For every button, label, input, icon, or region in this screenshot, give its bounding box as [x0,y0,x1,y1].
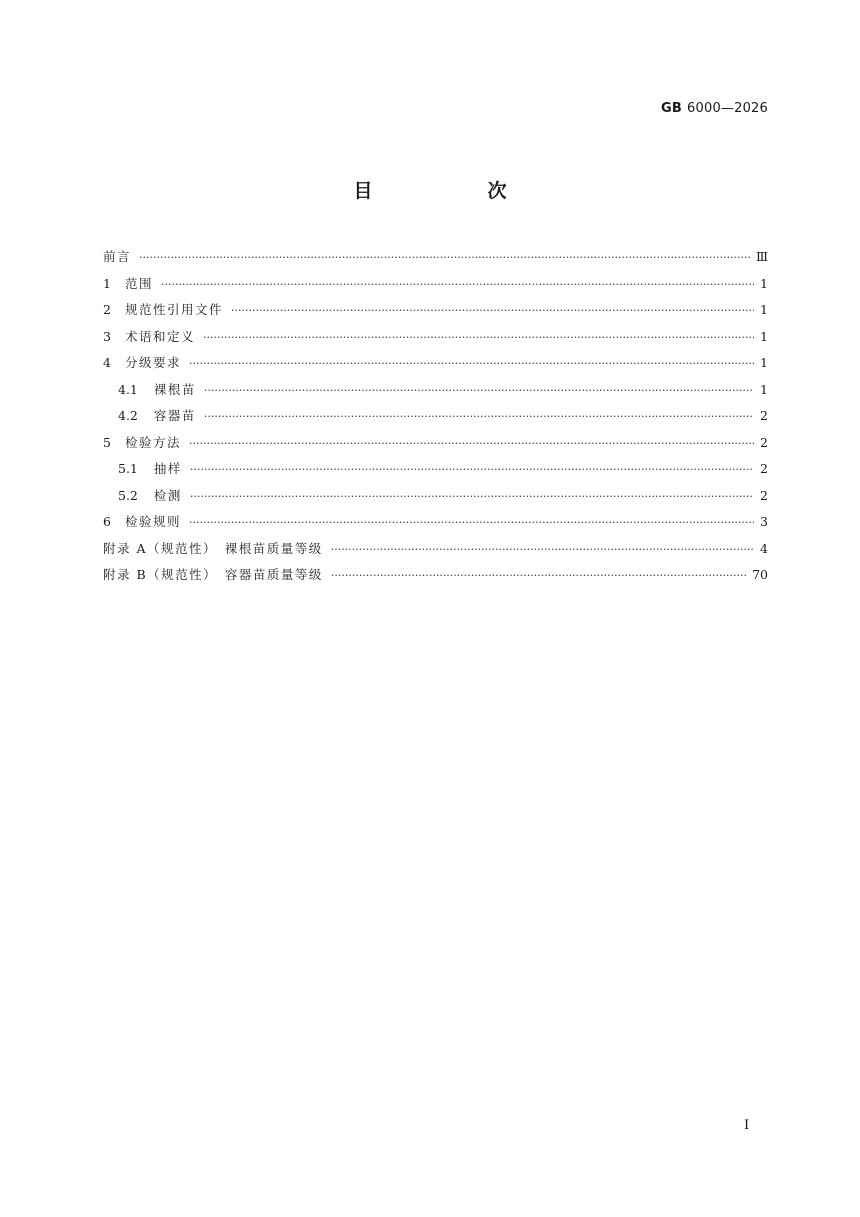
toc-entry-number: 2 [103,302,111,317]
toc-entry-page: Ⅲ [755,249,768,264]
toc-entry-appendix-b[interactable] [103,562,768,589]
toc-entry-label: 检验方法 [124,434,181,450]
toc-entry-6[interactable] [103,509,768,536]
toc-entry-number: 3 [103,328,111,344]
toc-entry-label: 前言 [103,249,132,264]
toc-entry-page: 2 [760,487,768,503]
standard-prefix: GB [661,101,683,116]
toc-entry-page: 1 [760,355,768,370]
toc-entry-label: 附录 A（规范性） 裸根苗质量等级 [103,540,323,556]
toc-entry-label: 抽样 [153,461,182,476]
toc-entry-number: 5.2 [118,487,138,503]
toc-entry-page: 2 [760,434,768,450]
toc-entry-number: 5.1 [118,461,138,476]
toc-entry-label: 检测 [153,487,182,503]
toc-title: 目 次 [353,180,555,202]
toc-entry-page: 3 [760,514,768,529]
standard-number: 6000—2026 [687,101,768,116]
dot-leader [189,351,754,378]
toc-entry-1[interactable] [103,271,768,298]
dot-leader [190,457,754,484]
toc-entry-number: 4.1 [118,381,138,397]
dot-leader [331,563,746,590]
toc-entry-page: 70 [752,567,768,582]
toc-entry-appendix-a[interactable] [103,536,768,563]
dot-leader [331,537,754,564]
toc-entry-page: 1 [760,275,768,291]
toc-entry-page: 4 [760,540,768,556]
dot-leader [203,325,754,352]
toc-entry-5-1[interactable] [103,456,768,483]
toc-entry-number: 6 [103,514,111,529]
table-of-contents [103,244,768,589]
toc-entry-label: 分级要求 [124,355,181,370]
toc-entry-2[interactable] [103,297,768,324]
toc-entry-label: 裸根苗 [153,381,196,397]
dot-leader [161,272,754,299]
toc-entry-4-2[interactable] [103,403,768,430]
toc-entry-5-2[interactable] [103,483,768,510]
toc-entry-page: 1 [760,381,768,397]
toc-entry-label: 范围 [124,275,153,291]
toc-entry-label: 容器苗 [153,408,196,423]
toc-entry-number: 4.2 [118,408,138,423]
toc-entry-label: 规范性引用文件 [124,302,223,317]
dot-leader [204,378,754,405]
toc-entry-number: 4 [103,355,111,370]
toc-entry-page: 1 [760,302,768,317]
page-number: Ⅰ [744,1118,750,1133]
toc-entry-page: 2 [760,408,768,423]
toc-entry-3[interactable] [103,324,768,351]
dot-leader [139,245,750,272]
toc-entry-5[interactable] [103,430,768,457]
toc-entry-number: 5 [103,434,111,450]
standard-code [661,101,768,116]
dot-leader [189,510,754,537]
dot-leader [204,404,754,431]
toc-entry-page: 2 [760,461,768,476]
toc-entry-number: 1 [103,275,111,291]
toc-entry-label: 检验规则 [124,514,181,529]
toc-entry-label: 附录 B（规范性） 容器苗质量等级 [103,567,323,582]
dot-leader [190,484,754,511]
dot-leader [231,298,754,325]
toc-entry-4[interactable] [103,350,768,377]
dot-leader [189,431,754,458]
toc-entry-label: 术语和定义 [124,328,195,344]
toc-entry-4-1[interactable] [103,377,768,404]
toc-entry-page: 1 [760,328,768,344]
toc-entry-foreword[interactable] [103,244,768,271]
